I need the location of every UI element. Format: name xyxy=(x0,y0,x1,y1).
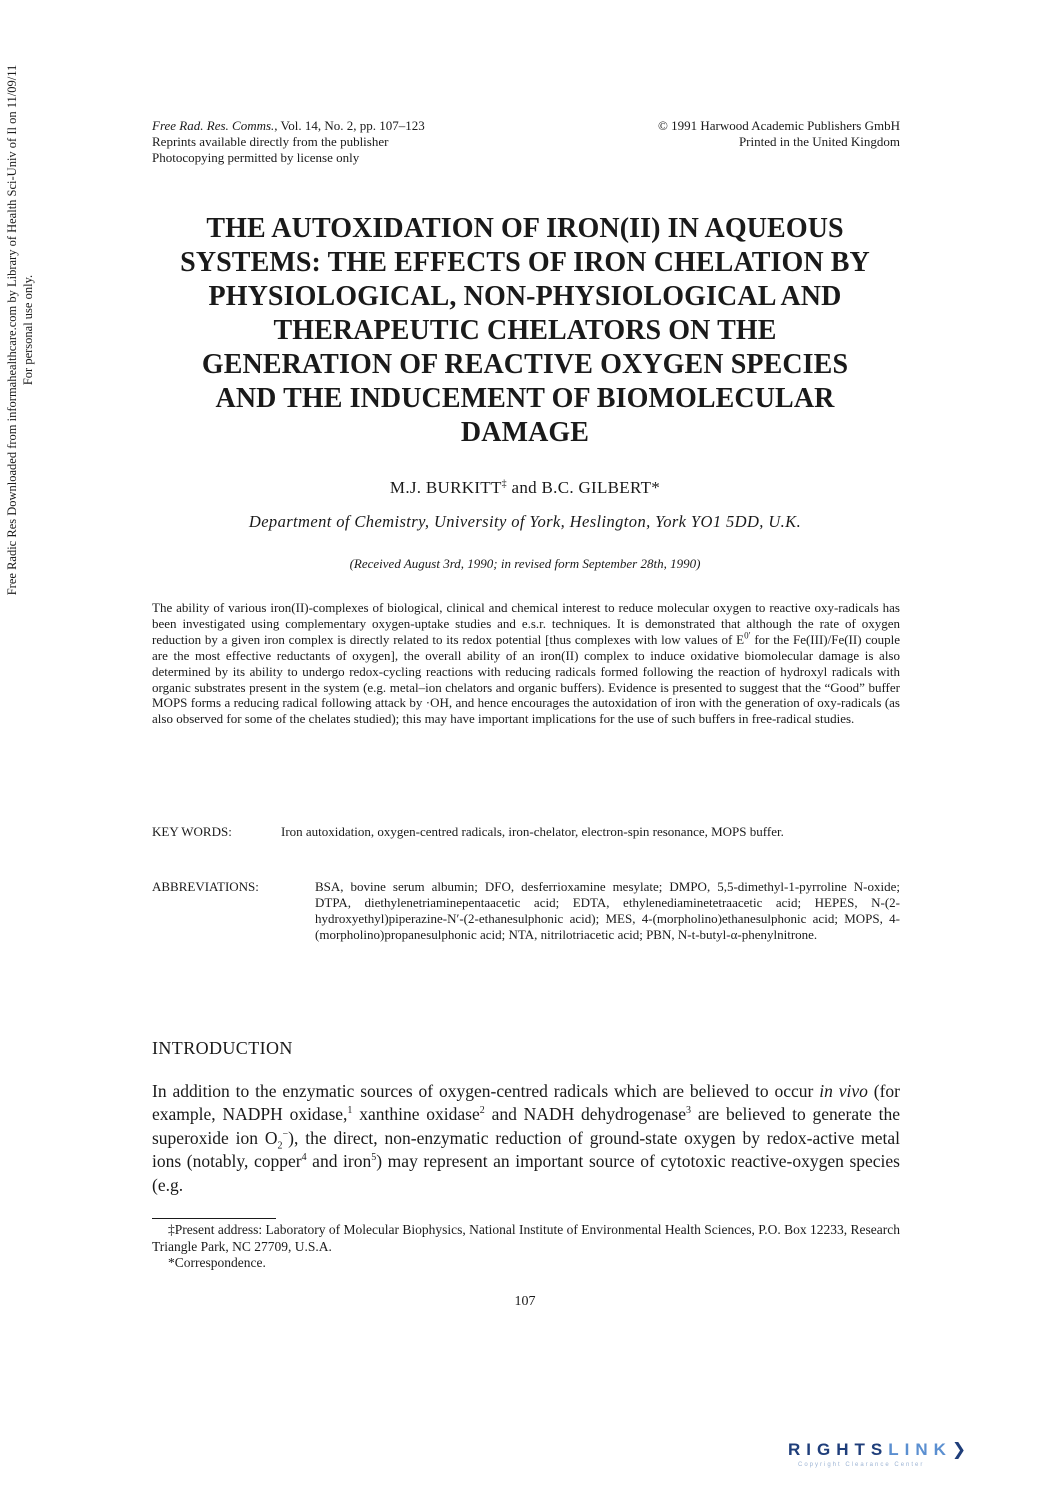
keywords-label: KEY WORDS: xyxy=(152,824,232,839)
publisher-info xyxy=(560,118,900,150)
abbreviations-text: BSA, bovine serum albumin; DFO, desferrioxamine mesylate; DMPO, 5,5-dimethyl-1-pyrroline N-oxide; DTPA, diethylenetriaminepentaacetic acid; EDTA, ethylenediaminetetraacetic acid; HEPES, N-(2-hydroxyethyl)piperazine-N′-(2-ethanesulphonic acid); MES, 4-(morpholino)ethanesulphonic acid; MOPS, 4-(morpholino)propanesulphonic acid; NTA, nitrilotriacetic acid; PBN, N-t-butyl-α-phenylnitrone. xyxy=(315,879,900,942)
abbreviations-label: ABBREVIATIONS: xyxy=(152,879,259,894)
received-dates: (Received August 3rd, 1990; in revised form September 28th, 1990) xyxy=(349,556,701,571)
footnotes xyxy=(152,1222,900,1272)
title-line: THE AUTOXIDATION OF IRON(II) IN AQUEOUS xyxy=(206,213,844,244)
introduction-heading: INTRODUCTION xyxy=(152,1038,293,1058)
journal-volume: , Vol. 14, No. 2, pp. 107–123 xyxy=(274,118,425,133)
photocopying-note: Photocopying permitted by license only xyxy=(152,150,360,165)
abstract: The ability of various iron(II)-complexes of biological, clinical and chemical interest to reduce molecular oxygen to reactive oxy-radicals has been investigated using complementary oxygen-uptake studies and e.s.r. techniques. It is demonstrated that although the rate of oxygen reduction by a given iron complex is directly related to its redox potential [thus complexes with low values of $E^{0'}$ for the Fe(III)/Fe(II) couple are the most effective reductants of oxygen], the overall ability of an iron(II) complex to induce oxidative biomolecular damage is also determined by its ability to undergo redox-cycling reactions with reducing radicals formed following the reaction of hydroxyl radicals with organic substrates present in the system (e.g. metal–ion chelators and organic buffers). Evidence is presented to suggest that the “Good” buffer MOPS forms a reducing radical following attack by ·OH, and hence encourages the autoxidation of iron with the generation of oxy-radicals (as also observed for some of the chelates studied); this may have important implications for the use of such buffers in free-radical studies. xyxy=(152,600,900,727)
reprints-note: Reprints available directly from the publisher xyxy=(152,134,389,149)
journal-name: Free Rad. Res. Comms. xyxy=(152,118,275,133)
authors-and: and xyxy=(506,478,542,497)
rightslink-logo[interactable] xyxy=(778,1434,1038,1474)
footnote-present-address: ‡Present address: Laboratory of Molecular Biophysics, National Institute of Environmental Health Sciences, P.O. Box 12233, Research Triangle Park, NC 27709, U.S.A. xyxy=(152,1222,900,1254)
reference-mark: 2 xyxy=(479,1105,485,1117)
title-line: THERAPEUTIC CHELATORS ON THE xyxy=(273,315,777,346)
affiliation: Department of Chemistry, University of York, Heslington, York YO1 5DD, U.K. xyxy=(248,512,802,531)
reference-mark: 3 xyxy=(686,1105,691,1117)
abbreviations xyxy=(152,879,900,943)
keywords xyxy=(152,824,900,840)
introduction-text: In addition to the enzymatic sources of oxygen-centred radicals which are believed to occur in vivo (for example, NADPH oxidase,$^1$ xanthine oxidase$^2$ and NADH dehydrogenase$^3$ are believed to generate the superoxide ion $O_2^-$), the direct, non-enzymatic reduction of ground-state oxygen by redox-active metal ions (notably, copper$^4$ and iron$^5$) may represent an important source of cytotoxic reactive-oxygen species (e.g. xyxy=(152,1081,900,1195)
title-line: SYSTEMS: THE EFFECTS OF IRON CHELATION BY xyxy=(180,247,870,278)
title-line: GENERATION OF REACTIVE OXYGEN SPECIES xyxy=(201,349,849,380)
rightslink-tagline: Copyright Clearance Center xyxy=(798,1462,925,1468)
authors xyxy=(140,478,910,498)
title-line: PHYSIOLOGICAL, NON-PHYSIOLOGICAL AND xyxy=(208,281,842,312)
title-line: AND THE INDUCEMENT OF BIOMOLECULAR xyxy=(215,383,835,414)
footnote-divider xyxy=(152,1218,276,1219)
o2-superscript: − xyxy=(282,1128,289,1140)
journal-citation xyxy=(152,118,552,166)
reference-mark: 1 xyxy=(347,1105,353,1117)
author-burkitt: M.J. BURKITT xyxy=(389,478,502,497)
author-mark: ‡ xyxy=(501,478,507,490)
rightslink-wordmark: RIGHTSLINK❯ xyxy=(788,1440,973,1459)
article-title xyxy=(140,212,910,450)
page-number: 107 xyxy=(514,1294,536,1309)
reference-mark: 4 xyxy=(301,1152,307,1164)
author-gilbert: B.C. GILBERT* xyxy=(541,478,661,497)
title-line: DAMAGE xyxy=(460,417,590,448)
printed-location: Printed in the United Kingdom xyxy=(738,134,900,149)
personal-use-notice: For personal use only. xyxy=(21,274,35,386)
rightslink-arrow-icon: ❯ xyxy=(951,1440,973,1459)
potential-superscript: 0′ xyxy=(744,630,751,641)
o2-subscript: 2 xyxy=(277,1140,283,1152)
reference-mark: 5 xyxy=(371,1152,377,1164)
keywords-text: Iron autoxidation, oxygen-centred radicals, iron-chelator, electron-spin resonance, MOPS buffer. xyxy=(281,824,784,839)
copyright-notice: © 1991 Harwood Academic Publishers GmbH xyxy=(657,118,900,133)
download-notice: Free Radic Res Downloaded from informahealthcare.com by Library of Health Sci-Univ of Il on 11/09/11 xyxy=(5,64,19,596)
footnote-correspondence: *Correspondence. xyxy=(168,1255,266,1270)
download-watermark xyxy=(4,0,48,1080)
